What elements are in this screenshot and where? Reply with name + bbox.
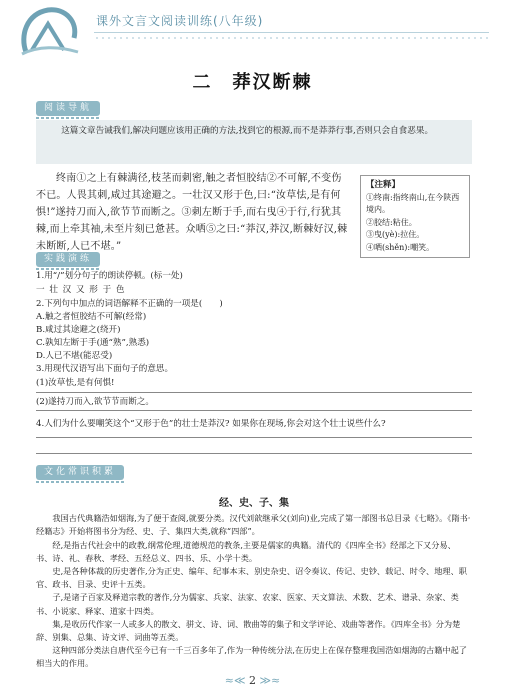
question-2: 2.下列句中加点的词语解释不正确的一项是( ) [36,299,223,309]
note-item: ②胶结:粘住。 [366,217,417,227]
page-title: 二 莽汉断棘 [192,72,313,93]
question-2-option-c: C.孰知左断于手(通“熟”,熟悉) [36,338,150,348]
knowledge-paragraph: 这种四部分类法自唐代至今已有一千三百多年了,作为一种传统分法,在历史上在保存整理我国浩如烟海的古籍中起了相当大的作用。 [36,645,467,669]
knowledge-paragraph: 经,是指古代社会中的政教,纲常伦理,道德规范的教条,主要是儒家的典籍。清代的《四库全书》经部之下又分易、书、诗、礼、春秋、孝经、五经总义、四书、乐、小学十类。 [36,539,456,563]
notes-box [360,175,470,258]
question-2-option-b: B.咸过其途避之(绕开) [36,325,121,335]
question-3: 3.用现代汉语写出下面句子的意思。 [36,364,174,374]
page-number: 2 [249,674,256,687]
question-2-option-a: A.触之者恒胶结不可解(经常) [36,312,147,322]
header-dots [94,36,489,40]
answer-line[interactable] [36,392,472,393]
question-3-part-1: (1)汝草怯,是有何惧! [36,378,115,388]
answer-line[interactable] [36,453,472,454]
page-header [0,0,505,62]
question-1: 1.用“/”划分句子的朗读停顿。(标一处) [36,271,183,281]
section-label-practice: 实践演练 [36,252,100,267]
footer-ornament-left-icon: ≈≪ [224,674,246,687]
note-item: ③曳(yè):拉住。 [366,230,425,239]
notes-title: 【注释】 [366,180,401,190]
classical-passage [36,170,348,255]
section-label-guide: 阅读导航 [36,101,100,116]
answer-line[interactable] [36,437,472,438]
knowledge-paragraph: 史,是各种体裁的历史著作,分为正史、编年、纪事本末、别史杂史、诏令奏议、传记、史钞、载记、时令、地理、职官、政书、目录、史评十五类。 [36,566,467,590]
section-label-knowledge: 文化常识积累 [36,465,124,480]
series-title: 课外文言文阅读训练(八年级) [96,14,264,28]
knowledge-paragraph: 集,是收历代作家一人或多人的散文、骈文、诗、词、散曲等的集子和文学评论、戏曲等著作。《四库全书》分为楚辞、别集、总集、诗文评、词曲等五类。 [36,618,461,643]
page-footer [0,674,505,687]
knowledge-paragraph: 我国古代典籍浩如烟海,为了便于查阅,就要分类。汉代刘歆继承父(刘向)业,完成了第一部图书总目录《七略》。《隋书·经籍志》开始将图书分为经、史、子、集四大类,就称“四部”。 [36,513,471,537]
answer-line[interactable] [36,410,472,411]
question-4: 4.人们为什么要嘲笑这个“又形于色”的壮士是莽汉? 如果你在现场,你会对这个壮士说些什么? [36,419,386,429]
question-1-sentence: 一 壮 汉 又 形 于 色 [36,285,126,295]
knowledge-heading: 经、史、子、集 [219,498,289,509]
note-item: ①终南:指终南山,在今陕西境内。 [366,192,460,214]
knowledge-paragraph: 子,是诸子百家及释道宗教的著作,分为儒家、兵家、法家、农家、医家、天文算法、术数、艺术、谱录、杂家、类书、小说家、释家、道家十四类。 [36,592,459,616]
guide-box [36,120,472,164]
question-3-part-2: (2)遂持刀而入,欲节节而断之。 [36,397,155,407]
series-logo-icon [18,6,80,58]
header-rule [94,32,489,33]
guide-text: 这篇文章告诫我们,解决问题应该用正确的方法,找到它的根源,而不是莽莽行事,否则只会自食恶果。 [61,126,434,136]
note-item: ④哂(shěn):嘲笑。 [366,242,435,252]
passage-text: 终南①之上有棘满径,枝茎而刺密,触之者恒胶结②不可解,不变伤不已。人畏其刺,咸过其途避之。一壮汉又形于色,曰:“汝草怯,是有何惧!”遂持刀而入,欲节节而断之。③刺左断于手,而右曳④于行,行犹其棘,而上牵其袖,未至片刻已惫甚。众哂⑤之曰:“莽汉,莽汉,断棘好汉,棘未断断,人已不堪。” [36,173,348,252]
footer-ornament-right-icon: ≫≈ [259,674,281,687]
question-2-option-d: D.人已不堪(能忍受) [36,351,113,361]
knowledge-section [36,497,472,671]
